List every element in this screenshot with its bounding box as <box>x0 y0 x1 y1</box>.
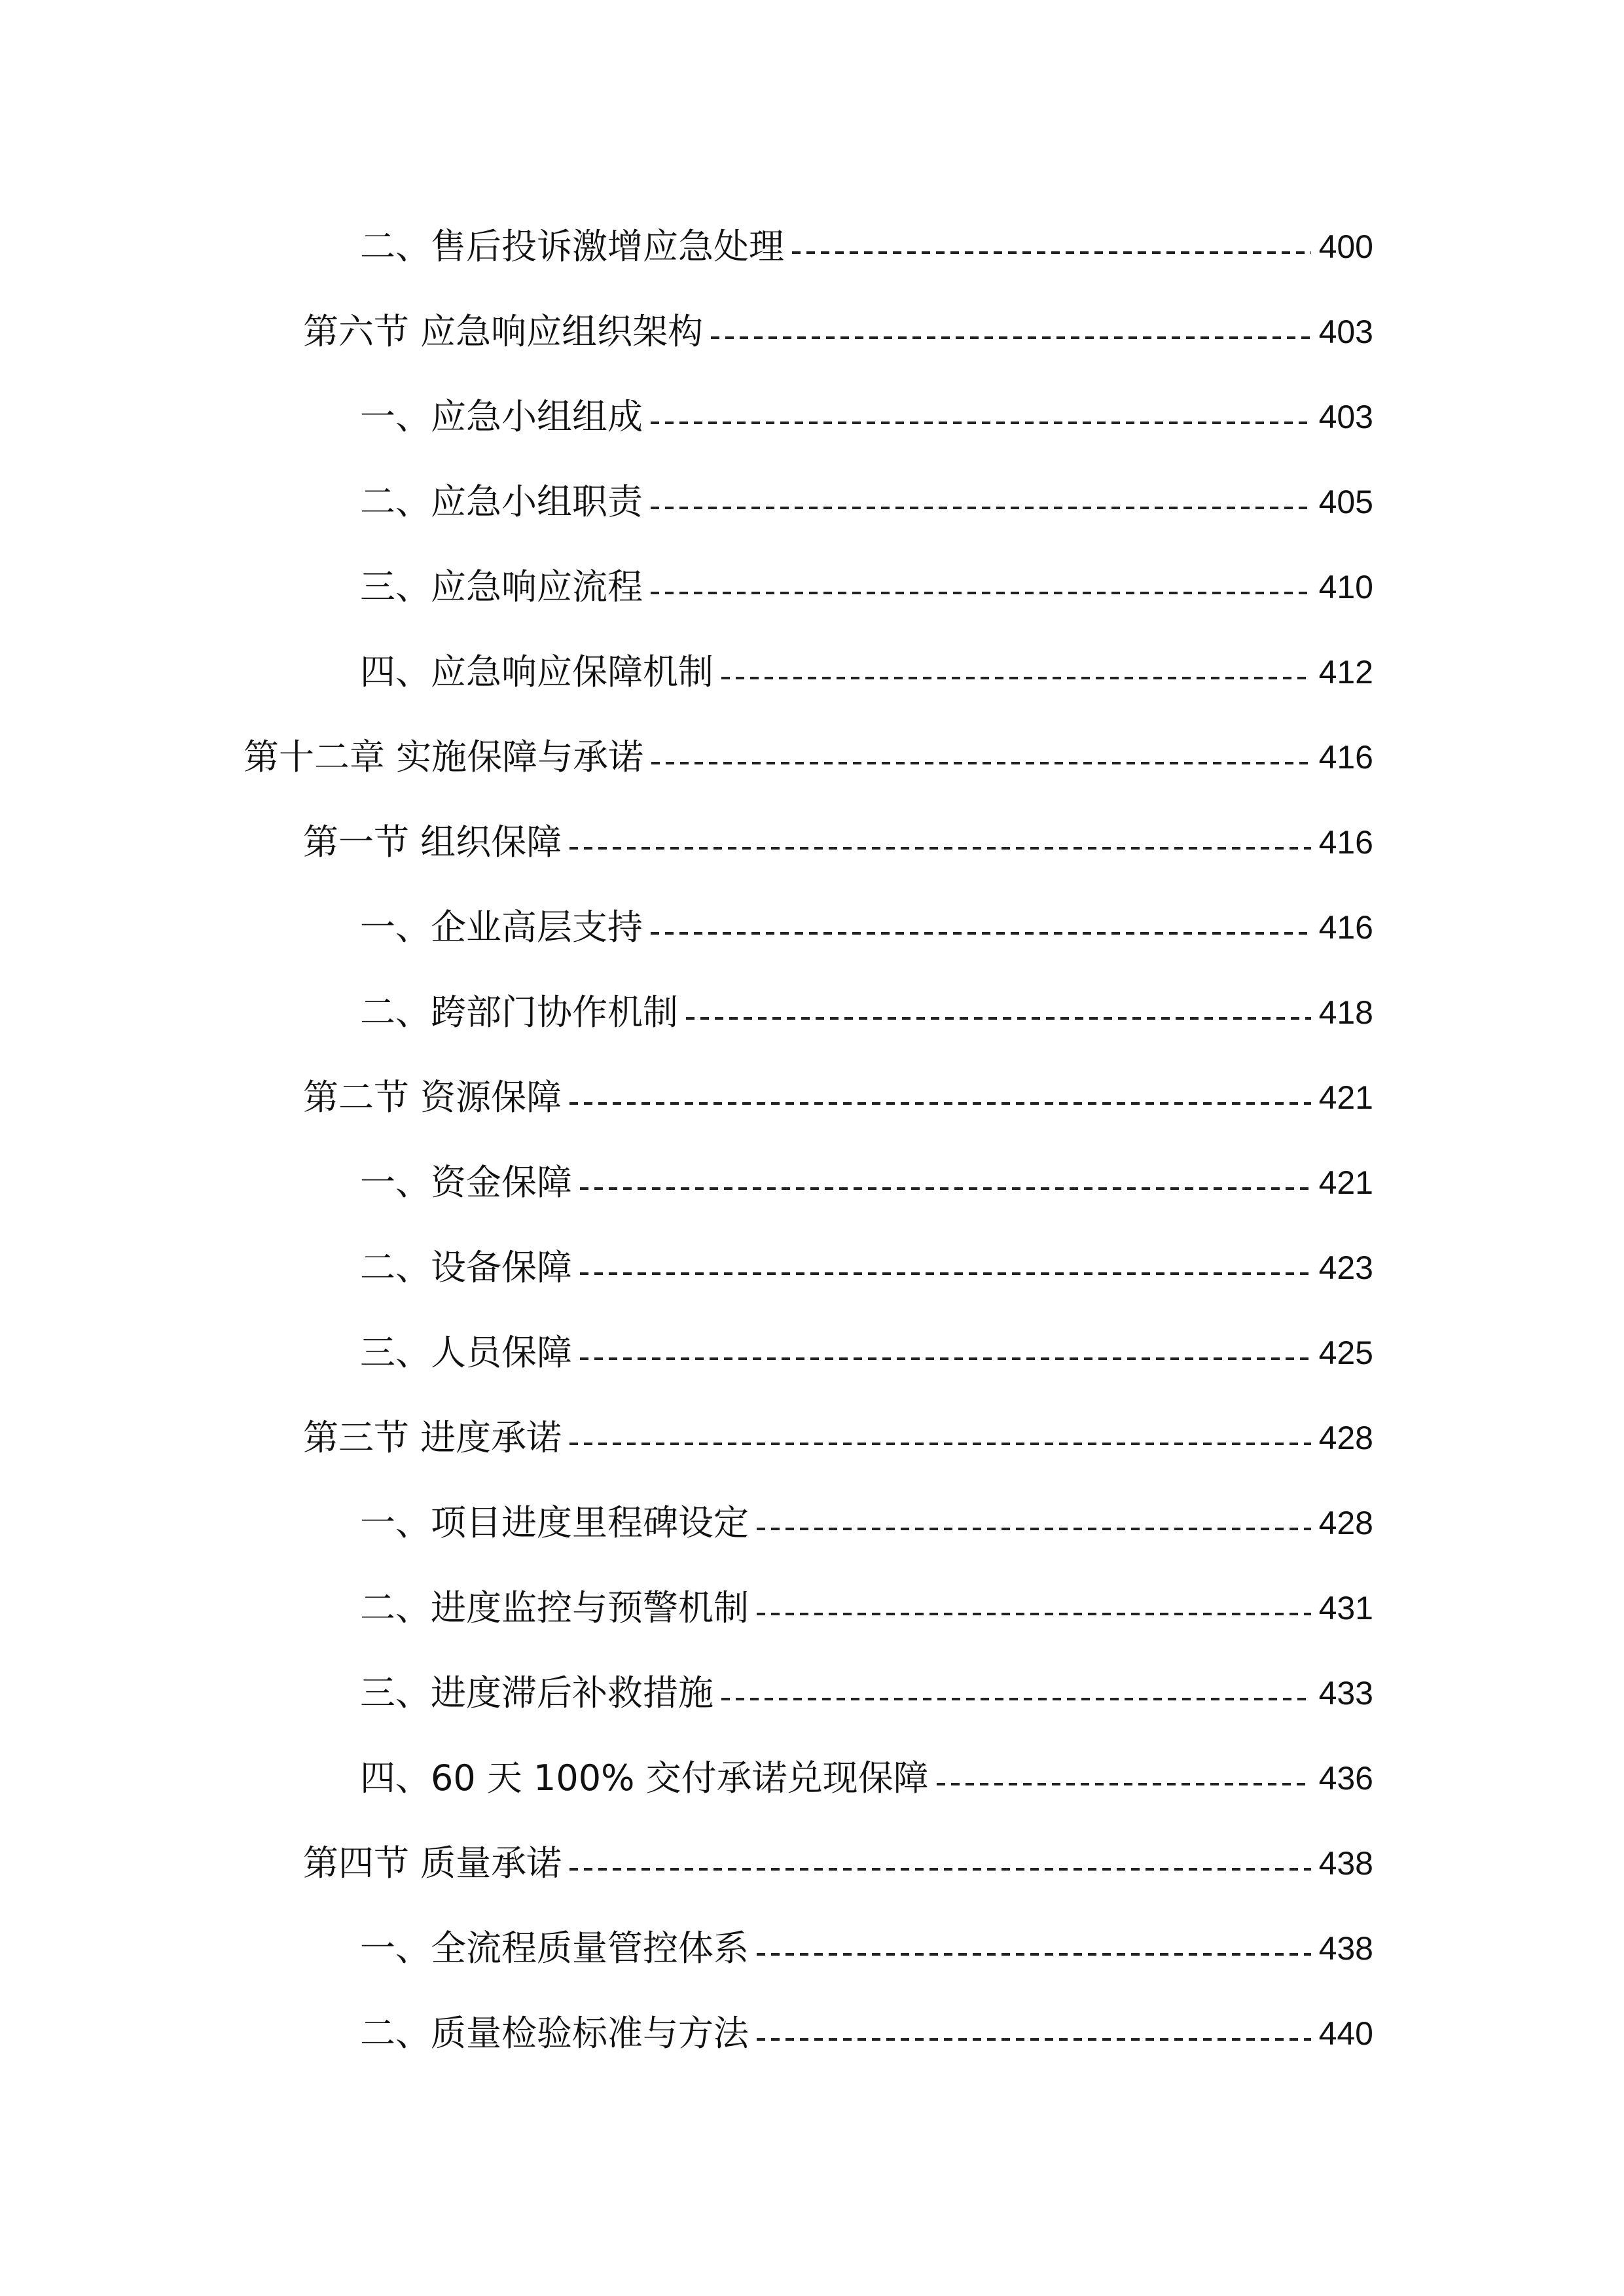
toc-entry-title: 四、应急响应保障机制 <box>360 651 713 692</box>
toc-entry-title: 三、应急响应流程 <box>360 566 643 607</box>
toc-entry-title: 一、应急小组组成 <box>360 396 643 437</box>
toc-entry-title: 第二节 资源保障 <box>303 1077 562 1118</box>
toc-entry[interactable] <box>0 800 1624 885</box>
toc-dot-leader <box>937 1783 1311 1785</box>
toc-entry-title: 第六节 应急响应组织架构 <box>303 311 704 352</box>
toc-entry-title: 一、全流程质量管控体系 <box>360 1928 749 1969</box>
toc-entry-title: 二、设备保障 <box>360 1247 572 1288</box>
toc-entry[interactable] <box>0 1566 1624 1651</box>
toc-dot-leader <box>757 1953 1311 1956</box>
toc-entry-page-number: 438 <box>1318 1845 1373 1882</box>
toc-entry-title: 第三节 进度承诺 <box>303 1417 562 1458</box>
toc-entry-title: 第四节 质量承诺 <box>303 1842 562 1884</box>
toc-dot-leader <box>651 932 1311 935</box>
toc-entry-page-number: 405 <box>1318 484 1373 520</box>
table-of-contents <box>0 204 1624 2076</box>
toc-entry[interactable] <box>0 1055 1624 1140</box>
toc-entry[interactable] <box>0 1736 1624 1821</box>
toc-entry-page-number: 423 <box>1318 1249 1373 1286</box>
toc-dot-leader <box>757 1528 1311 1530</box>
toc-dot-leader <box>569 1443 1310 1445</box>
toc-entry[interactable] <box>0 1310 1624 1395</box>
toc-entry-title: 二、应急小组职责 <box>360 481 643 522</box>
toc-dot-leader <box>711 336 1310 339</box>
toc-dot-leader <box>757 2038 1311 2041</box>
toc-entry-page-number: 421 <box>1318 1079 1373 1116</box>
toc-entry[interactable] <box>0 459 1624 545</box>
toc-entry-title: 二、售后投诉激增应急处理 <box>360 226 784 267</box>
toc-entry[interactable] <box>0 374 1624 459</box>
toc-dot-leader <box>580 1272 1311 1275</box>
toc-entry-title: 二、进度监控与预警机制 <box>360 1587 749 1628</box>
toc-entry-title: 二、跨部门协作机制 <box>360 992 678 1033</box>
toc-dot-leader <box>686 1017 1311 1020</box>
toc-entry-page-number: 431 <box>1318 1590 1373 1626</box>
toc-dot-leader <box>569 1102 1310 1105</box>
toc-entry[interactable] <box>0 204 1624 289</box>
toc-entry[interactable] <box>0 885 1624 970</box>
toc-entry-page-number: 440 <box>1318 2015 1373 2052</box>
toc-dot-leader <box>651 422 1311 424</box>
toc-entry-page-number: 425 <box>1318 1335 1373 1371</box>
toc-entry-page-number: 403 <box>1318 314 1373 350</box>
toc-entry[interactable] <box>0 545 1624 630</box>
toc-dot-leader <box>757 1613 1311 1615</box>
toc-entry-title: 第十二章 实施保障与承诺 <box>244 736 644 778</box>
toc-entry-page-number: 403 <box>1318 399 1373 435</box>
toc-entry-page-number: 438 <box>1318 1930 1373 1967</box>
toc-dot-leader <box>651 507 1311 509</box>
toc-dot-leader <box>580 1357 1311 1360</box>
toc-dot-leader <box>721 1698 1311 1700</box>
toc-entry[interactable] <box>0 1651 1624 1736</box>
toc-entry-page-number: 416 <box>1318 909 1373 946</box>
toc-entry[interactable] <box>0 1821 1624 1906</box>
toc-entry-page-number: 428 <box>1318 1505 1373 1541</box>
toc-entry[interactable] <box>0 1906 1624 1991</box>
toc-entry-title: 一、企业高层支持 <box>360 906 643 948</box>
toc-dot-leader <box>580 1187 1311 1190</box>
toc-dot-leader <box>792 251 1311 254</box>
toc-dot-leader <box>569 1868 1310 1871</box>
toc-entry-page-number: 416 <box>1318 739 1373 776</box>
toc-entry-title: 三、人员保障 <box>360 1332 572 1373</box>
toc-entry[interactable] <box>0 1480 1624 1566</box>
toc-entry[interactable] <box>0 970 1624 1055</box>
toc-entry-page-number: 418 <box>1318 994 1373 1031</box>
toc-entry-title: 一、项目进度里程碑设定 <box>360 1502 749 1543</box>
toc-entry[interactable] <box>0 1225 1624 1310</box>
toc-dot-leader <box>569 847 1310 850</box>
toc-entry-title: 二、质量检验标准与方法 <box>360 2013 749 2054</box>
toc-entry-title: 四、60 天 100% 交付承诺兑现保障 <box>360 1757 929 1799</box>
toc-dot-leader <box>651 592 1311 594</box>
toc-entry-page-number: 421 <box>1318 1164 1373 1201</box>
toc-entry-page-number: 410 <box>1318 569 1373 605</box>
toc-entry-title: 三、进度滞后补救措施 <box>360 1672 713 1713</box>
toc-entry-page-number: 433 <box>1318 1675 1373 1712</box>
toc-entry[interactable] <box>0 1991 1624 2076</box>
toc-entry-page-number: 428 <box>1318 1420 1373 1456</box>
toc-entry-page-number: 416 <box>1318 824 1373 861</box>
toc-entry-title: 第一节 组织保障 <box>303 821 562 863</box>
toc-entry[interactable] <box>0 715 1624 800</box>
toc-entry[interactable] <box>0 289 1624 374</box>
toc-entry-page-number: 400 <box>1318 228 1373 265</box>
toc-dot-leader <box>651 762 1310 764</box>
toc-entry-page-number: 436 <box>1318 1760 1373 1797</box>
toc-entry[interactable] <box>0 1395 1624 1480</box>
toc-entry-page-number: 412 <box>1318 654 1373 691</box>
toc-dot-leader <box>721 677 1311 679</box>
toc-entry[interactable] <box>0 1140 1624 1225</box>
toc-entry[interactable] <box>0 630 1624 715</box>
toc-entry-title: 一、资金保障 <box>360 1162 572 1203</box>
